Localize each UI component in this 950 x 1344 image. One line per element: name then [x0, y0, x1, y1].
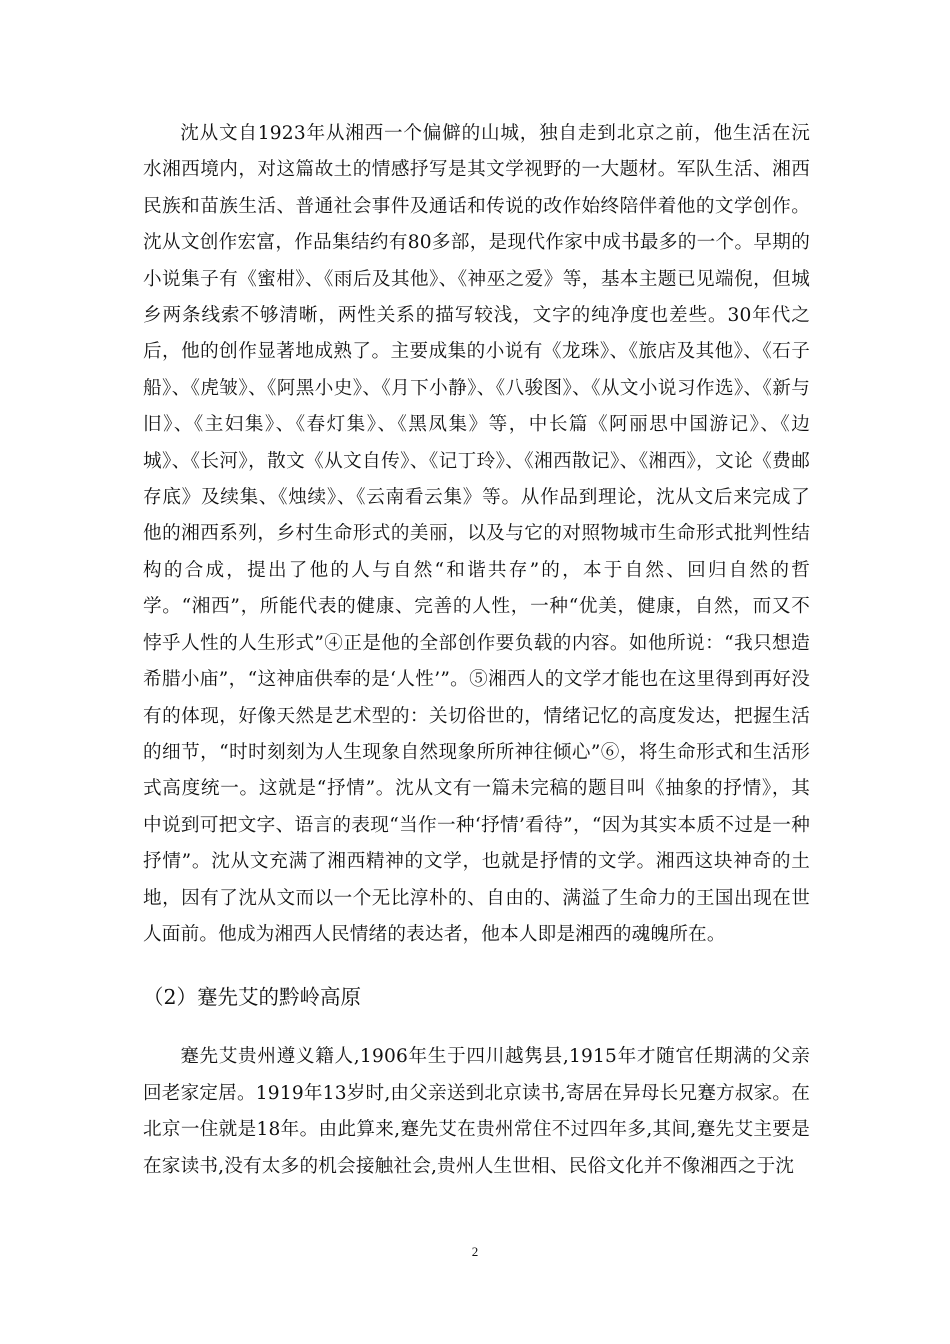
document-body	[143, 116, 810, 1185]
body-paragraph: 沈从文自1923年从湘西一个偏僻的山城，独自走到北京之前，他生活在沅水湘西境内，对这篇故土的情感抒写是其文学视野的一大题材。军队生活、湘西民族和苗族生活、普通社会事件及通话和传说的改作始终陪伴着他的文学创作。沈从文创作宏富，作品集结约有80多部，是现代作家中成书最多的一个。早期的小说集子有《蜜柑》、《雨后及其他》、《神巫之爱》等，基本主题已见端倪，但城乡两条线索不够清晰，两性关系的描写较浅，文字的纯净度也差些。30年代之后，他的创作显著地成熟了。主要成集的小说有《龙珠》、《旅店及其他》、《石子船》、《虎皱》、《阿黑小史》、《月下小静》、《八骏图》、《从文小说习作选》、《新与旧》、《主妇集》、《春灯集》、《黑凤集》等，中长篇《阿丽思中国游记》、《边城》、《长河》，散文《从文自传》、《记丁玲》、《湘西散记》、《湘西》，文论《费邮存底》及续集、《烛续》、《云南看云集》等。从作品到理论，沈从文后来完成了他的湘西系列，乡村生命形式的美丽，以及与它的对照物城市生命形式批判性结构的合成，提出了他的人与自然“和谐共存”的，本于自然、回归自然的哲学。“湘西”，所能代表的健康、完善的人性，一种“优美，健康，自然，而又不悖乎人性的人生形式”④正是他的全部创作要负载的内容。如他所说：“我只想造希腊小庙”，“这神庙供奉的是‘人性’”。⑤湘西人的文学才能也在这里得到再好没有的体现，好像天然是艺术型的：关切俗世的，情绪记忆的高度发达，把握生活的细节，“时时刻刻为人生现象自然现象所所神往倾心”⑥，将生命形式和生活形式高度统一。这就是“抒情”。沈从文有一篇未完稿的题目叫《抽象的抒情》，其中说到可把文字、语言的表现“当作一种‘抒情’看待”，“因为其实本质不过是一种抒情”。沈从文充满了湘西精神的文学，也就是抒情的文学。湘西这块神奇的土地，因有了沈从文而以一个无比淳朴的、自由的、满溢了生命力的王国出现在世人面前。他成为湘西人民情绪的表达者，他本人即是湘西的魂魄所在。	[143, 123, 810, 945]
page-number: 2	[471, 1244, 479, 1259]
section-heading: （2）蹇先艾的黔岭高原	[143, 985, 362, 1010]
body-paragraph: 蹇先艾贵州遵义籍人,1906年生于四川越隽县,1915年才随官任期满的父亲回老家定居。1919年13岁时,由父亲送到北京读书,寄居在异母长兄蹇方叔家。在北京一住就是18年。由此算来,蹇先艾在贵州常住不过四年多,其间,蹇先艾主要是在家读书,没有太多的机会接触社会,贵州人生世相、民俗文化并不像湘西之于沈	[143, 1046, 811, 1177]
